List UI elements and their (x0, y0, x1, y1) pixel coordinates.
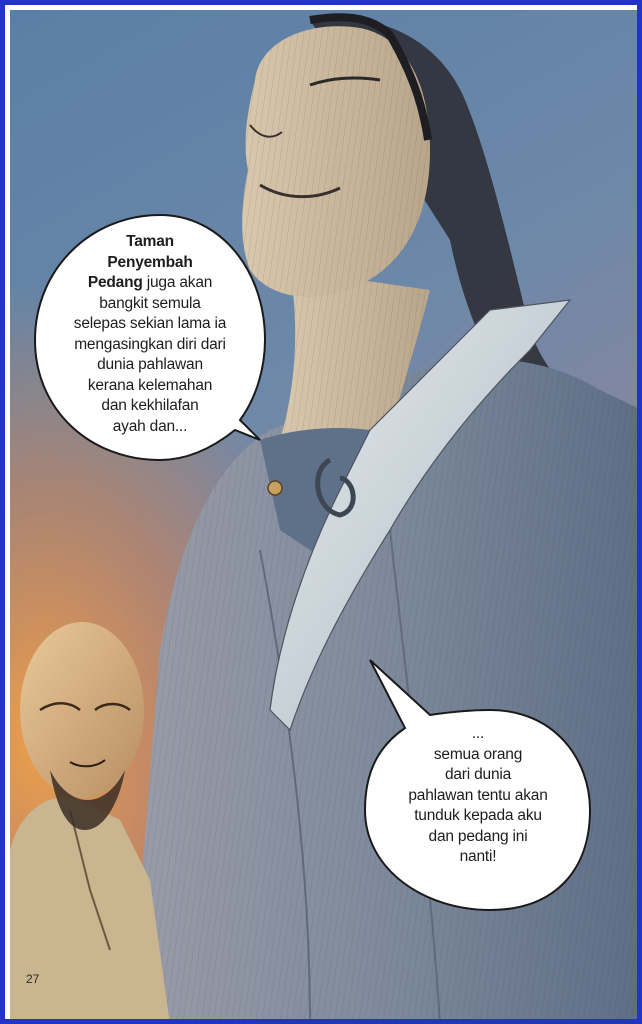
balloon-2-text (372, 724, 584, 868)
balloon-1-line: mengasingkan diri dari (74, 335, 226, 353)
page-number: 27 (26, 972, 40, 986)
balloon-2-line: semua orang (433, 745, 523, 763)
balloon-1-line: Taman (126, 233, 174, 250)
balloon-2-line: pahlawan tentu akan (408, 786, 548, 804)
balloon-1-text (42, 232, 258, 437)
balloon-2-line: tunduk kepada aku (414, 807, 542, 824)
balloon-2-line: nanti! (459, 848, 497, 865)
balloon-1-line: kerana kelemahan (87, 376, 213, 394)
comic-panel (10, 10, 642, 1024)
balloon-2-line: ... (471, 725, 485, 742)
balloon-1-line: dan kekhilafan (101, 397, 199, 414)
balloon-1-line: Pedang juga akan (87, 274, 213, 291)
panel-artwork (10, 10, 642, 1024)
balloon-1-line: bangkit semula (99, 294, 201, 312)
balloon-1-line: Penyembah (107, 253, 193, 271)
balloon-1-line: selepas sekian lama ia (73, 315, 227, 332)
balloon-1-line: ayah dan... (112, 417, 188, 435)
balloon-2-line: dari dunia (444, 766, 512, 783)
balloon-2-line: dan pedang ini (428, 827, 528, 845)
balloon-1-line: dunia pahlawan (97, 356, 203, 373)
